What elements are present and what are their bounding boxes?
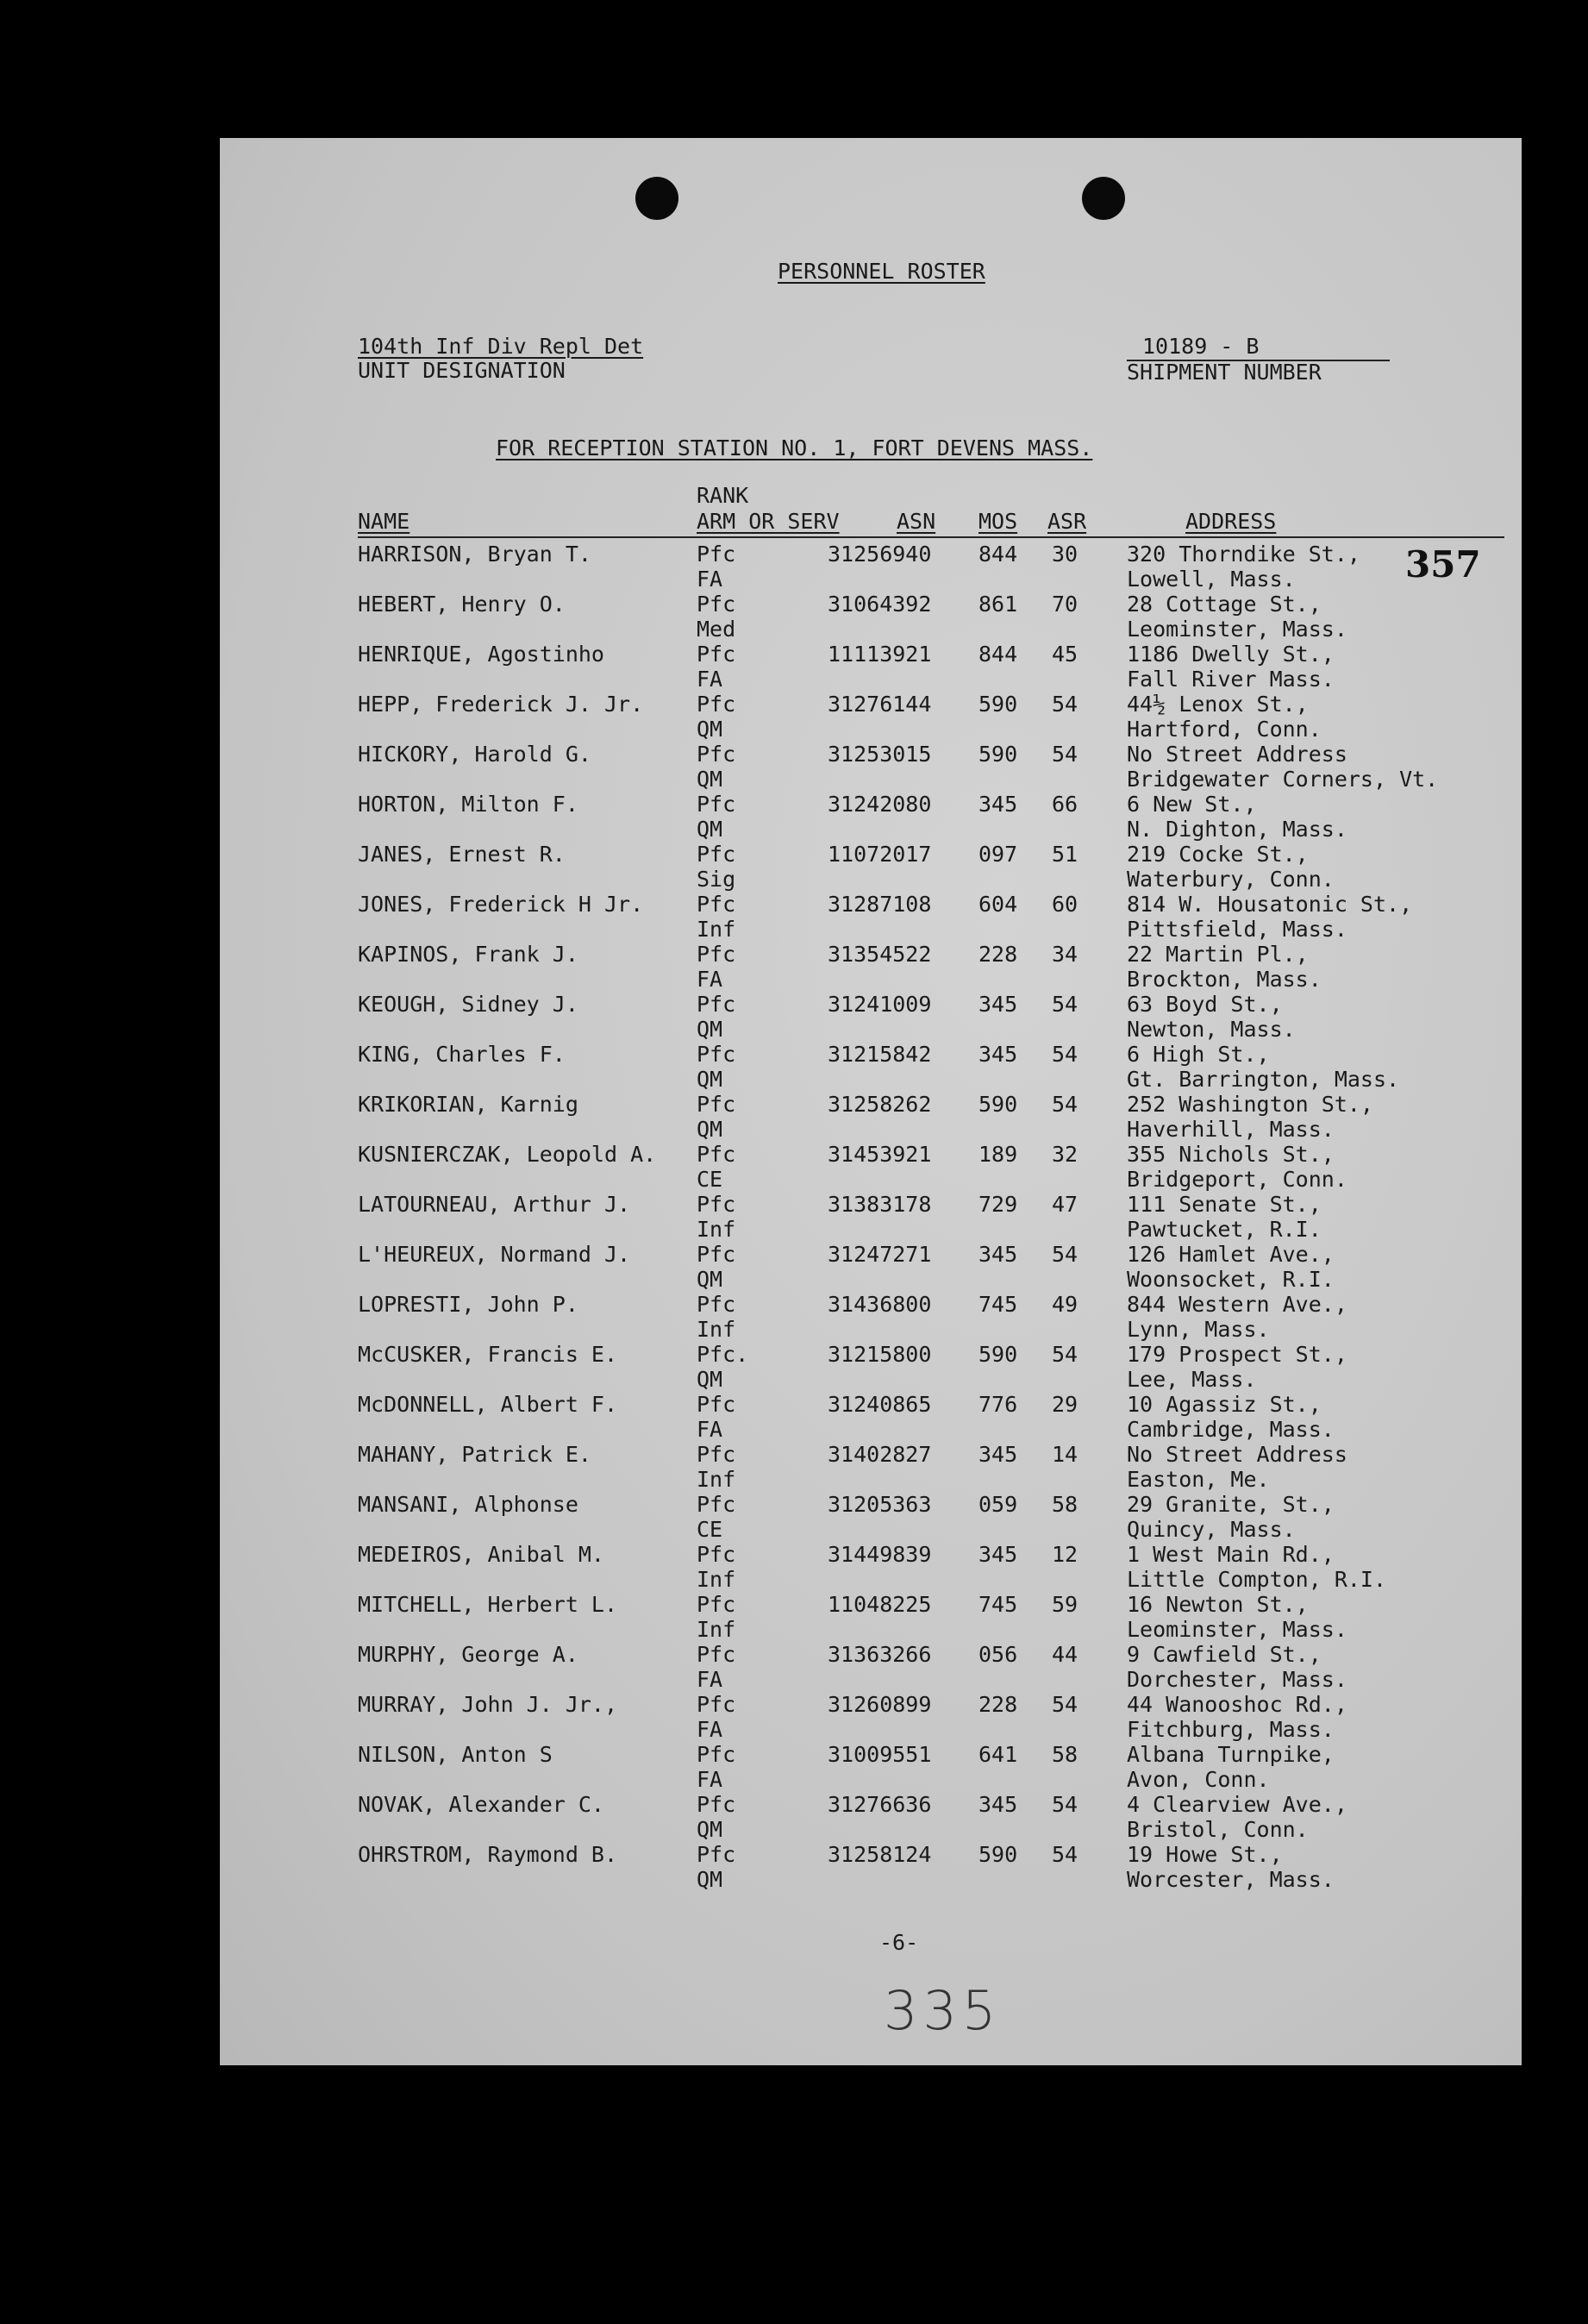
row-asn: 31009551 <box>828 1742 932 1767</box>
row-mos: 641 <box>978 1742 1018 1767</box>
row-mos: 590 <box>978 692 1018 717</box>
col-address: ADDRESS <box>1185 509 1277 534</box>
row-asn: 31242080 <box>828 792 932 817</box>
row-address-line-2: Lowell, Mass. <box>1127 567 1296 592</box>
reception-station-heading: FOR RECEPTION STATION NO. 1, FORT DEVENS MASS. <box>496 435 1093 460</box>
row-asr: 60 <box>1052 892 1078 917</box>
punch-hole-left <box>635 177 678 220</box>
row-mos: 776 <box>978 1392 1018 1417</box>
row-rank: Pfc <box>697 1842 736 1867</box>
row-arm-or-serv: Sig <box>697 867 736 892</box>
row-rank: Pfc <box>697 942 736 967</box>
row-asn: 31287108 <box>828 892 932 917</box>
row-address-line-2: Leominster, Mass. <box>1127 617 1347 642</box>
row-name: HARRISON, Bryan T. <box>358 542 591 567</box>
row-arm-or-serv: QM <box>697 1067 723 1092</box>
row-mos: 228 <box>978 1692 1018 1717</box>
row-asr: 12 <box>1052 1542 1078 1567</box>
row-address-line-2: Gt. Barrington, Mass. <box>1127 1067 1400 1092</box>
row-asr: 58 <box>1052 1742 1078 1767</box>
row-name: HORTON, Milton F. <box>358 792 578 817</box>
row-asn: 31240865 <box>828 1392 932 1417</box>
row-rank: Pfc <box>697 1592 736 1617</box>
row-asr: 54 <box>1052 1792 1078 1817</box>
row-name: KAPINOS, Frank J. <box>358 942 578 967</box>
row-asn: 31258124 <box>828 1842 932 1867</box>
row-asr: 54 <box>1052 992 1078 1017</box>
row-arm-or-serv: Inf <box>697 1317 736 1342</box>
row-name: HENRIQUE, Agostinho <box>358 642 604 667</box>
row-mos: 844 <box>978 542 1018 567</box>
row-mos: 729 <box>978 1192 1018 1217</box>
row-rank: Pfc <box>697 842 736 867</box>
row-asn: 31241009 <box>828 992 932 1017</box>
row-address-line-1: 10 Agassiz St., <box>1127 1392 1322 1417</box>
row-address-line-2: Lynn, Mass. <box>1127 1317 1270 1342</box>
row-asn: 31354522 <box>828 942 932 967</box>
row-address-line-1: 814 W. Housatonic St., <box>1127 892 1413 917</box>
row-asr: 54 <box>1052 1042 1078 1067</box>
row-asr: 54 <box>1052 692 1078 717</box>
row-name: KRIKORIAN, Karnig <box>358 1092 578 1117</box>
row-arm-or-serv: QM <box>697 1017 723 1042</box>
row-rank: Pfc <box>697 1792 736 1817</box>
row-rank: Pfc <box>697 1092 736 1117</box>
row-name: MURRAY, John J. Jr., <box>358 1692 618 1717</box>
col-arm-or-serv: ARM OR SERV <box>697 509 840 534</box>
col-name: NAME <box>358 509 410 534</box>
row-address-line-1: 29 Granite, St., <box>1127 1492 1335 1517</box>
row-address-line-1: 28 Cottage St., <box>1127 592 1322 617</box>
row-arm-or-serv: FA <box>697 1767 723 1792</box>
row-name: MURPHY, George A. <box>358 1642 578 1667</box>
roster-page <box>220 138 1522 2065</box>
row-arm-or-serv: FA <box>697 667 723 692</box>
row-address-line-2: Woonsocket, R.I. <box>1127 1267 1335 1292</box>
shipment-number-label: SHIPMENT NUMBER <box>1127 360 1322 385</box>
unit-designation-value: 104th Inf Div Repl Det <box>358 334 644 359</box>
row-address-line-2: Leominster, Mass. <box>1127 1617 1347 1642</box>
col-asr: ASR <box>1047 509 1087 534</box>
row-arm-or-serv: Inf <box>697 917 736 942</box>
row-asn: 31276144 <box>828 692 932 717</box>
row-arm-or-serv: QM <box>697 1117 723 1142</box>
row-mos: 189 <box>978 1142 1018 1167</box>
page-number: -6- <box>879 1930 919 1955</box>
row-address-line-1: 63 Boyd St., <box>1127 992 1283 1017</box>
row-rank: Pfc <box>697 1242 736 1267</box>
row-asn: 31258262 <box>828 1092 932 1117</box>
row-arm-or-serv: QM <box>697 1867 723 1892</box>
row-name: NILSON, Anton S <box>358 1742 553 1767</box>
row-address-line-1: 219 Cocke St., <box>1127 842 1309 867</box>
row-address-line-2: Quincy, Mass. <box>1127 1517 1296 1542</box>
row-arm-or-serv: CE <box>697 1167 723 1192</box>
row-rank: Pfc <box>697 1642 736 1667</box>
col-asn: ASN <box>897 509 936 534</box>
row-mos: 345 <box>978 792 1018 817</box>
row-address-line-1: 22 Martin Pl., <box>1127 942 1309 967</box>
row-mos: 861 <box>978 592 1018 617</box>
row-arm-or-serv: QM <box>697 1367 723 1392</box>
row-rank: Pfc <box>697 542 736 567</box>
row-address-line-2: Easton, Me. <box>1127 1467 1270 1492</box>
row-arm-or-serv: Med <box>697 617 736 642</box>
row-asn: 31215842 <box>828 1042 932 1067</box>
row-rank: Pfc <box>697 992 736 1017</box>
row-rank: Pfc <box>697 1492 736 1517</box>
row-address-line-1: 111 Senate St., <box>1127 1192 1322 1217</box>
row-address-line-2: Fitchburg, Mass. <box>1127 1717 1335 1742</box>
row-address-line-2: N. Dighton, Mass. <box>1127 817 1347 842</box>
row-asn: 31205363 <box>828 1492 932 1517</box>
row-asn: 31402827 <box>828 1442 932 1467</box>
row-address-line-1: 320 Thorndike St., <box>1127 542 1360 567</box>
row-rank: Pfc <box>697 1542 736 1567</box>
row-asr: 59 <box>1052 1592 1078 1617</box>
row-asr: 14 <box>1052 1442 1078 1467</box>
document-title: PERSONNEL ROSTER <box>778 259 985 284</box>
row-asr: 49 <box>1052 1292 1078 1317</box>
row-address-line-2: Pawtucket, R.I. <box>1127 1217 1322 1242</box>
row-mos: 590 <box>978 742 1018 767</box>
row-asn: 31247271 <box>828 1242 932 1267</box>
row-asr: 54 <box>1052 1242 1078 1267</box>
row-mos: 844 <box>978 642 1018 667</box>
row-rank: Pfc <box>697 692 736 717</box>
row-arm-or-serv: QM <box>697 817 723 842</box>
row-rank: Pfc <box>697 1142 736 1167</box>
row-name: HEPP, Frederick J. Jr. <box>358 692 644 717</box>
row-name: HEBERT, Henry O. <box>358 592 566 617</box>
row-mos: 590 <box>978 1092 1018 1117</box>
row-asn: 31363266 <box>828 1642 932 1667</box>
row-mos: 097 <box>978 842 1018 867</box>
row-asn: 31253015 <box>828 742 932 767</box>
row-rank: Pfc <box>697 1442 736 1467</box>
row-rank: Pfc <box>697 642 736 667</box>
row-mos: 345 <box>978 1442 1018 1467</box>
col-rank-top: RANK <box>697 483 749 508</box>
row-asr: 29 <box>1052 1392 1078 1417</box>
row-address-line-1: 355 Nichols St., <box>1127 1142 1335 1167</box>
row-asr: 30 <box>1052 542 1078 567</box>
row-name: MANSANI, Alphonse <box>358 1492 578 1517</box>
row-arm-or-serv: Inf <box>697 1617 736 1642</box>
row-mos: 345 <box>978 1542 1018 1567</box>
row-mos: 056 <box>978 1642 1018 1667</box>
row-address-line-2: Avon, Conn. <box>1127 1767 1270 1792</box>
row-asr: 58 <box>1052 1492 1078 1517</box>
row-name: MITCHELL, Herbert L. <box>358 1592 618 1617</box>
row-address-line-2: Bristol, Conn. <box>1127 1817 1309 1842</box>
row-asn: 31436800 <box>828 1292 932 1317</box>
row-address-line-1: 19 Howe St., <box>1127 1842 1283 1867</box>
row-rank: Pfc <box>697 1742 736 1767</box>
row-address-line-1: 844 Western Ave., <box>1127 1292 1347 1317</box>
row-asn: 31256940 <box>828 542 932 567</box>
row-address-line-1: 1 West Main Rd., <box>1127 1542 1335 1567</box>
row-address-line-2: Bridgeport, Conn. <box>1127 1167 1347 1192</box>
row-arm-or-serv: QM <box>697 717 723 742</box>
row-address-line-1: No Street Address <box>1127 1442 1347 1467</box>
row-address-line-1: 179 Prospect St., <box>1127 1342 1347 1367</box>
row-address-line-2: Bridgewater Corners, Vt. <box>1127 767 1439 792</box>
row-address-line-2: Cambridge, Mass. <box>1127 1417 1335 1442</box>
row-arm-or-serv: Inf <box>697 1217 736 1242</box>
row-asr: 45 <box>1052 642 1078 667</box>
row-asn: 31260899 <box>828 1692 932 1717</box>
row-asr: 51 <box>1052 842 1078 867</box>
row-mos: 745 <box>978 1592 1018 1617</box>
row-rank: Pfc. <box>697 1342 749 1367</box>
row-mos: 345 <box>978 1792 1018 1817</box>
row-asr: 47 <box>1052 1192 1078 1217</box>
row-asn: 31449839 <box>828 1542 932 1567</box>
row-asn: 11072017 <box>828 842 932 867</box>
row-arm-or-serv: FA <box>697 1717 723 1742</box>
row-name: HICKORY, Harold G. <box>358 742 591 767</box>
row-asn: 31453921 <box>828 1142 932 1167</box>
row-name: L'HEUREUX, Normand J. <box>358 1242 631 1267</box>
row-address-line-1: 9 Cawfield St., <box>1127 1642 1322 1667</box>
row-address-line-2: Pittsfield, Mass. <box>1127 917 1347 942</box>
row-name: KING, Charles F. <box>358 1042 566 1067</box>
unit-designation-label: UNIT DESIGNATION <box>358 358 566 383</box>
row-rank: Pfc <box>697 1192 736 1217</box>
row-rank: Pfc <box>697 592 736 617</box>
row-arm-or-serv: FA <box>697 1667 723 1692</box>
row-name: LATOURNEAU, Arthur J. <box>358 1192 631 1217</box>
row-address-line-2: Dorchester, Mass. <box>1127 1667 1347 1692</box>
row-asr: 54 <box>1052 1842 1078 1867</box>
row-address-line-1: 16 Newton St., <box>1127 1592 1309 1617</box>
row-asn: 31383178 <box>828 1192 932 1217</box>
header-rule <box>358 536 1504 538</box>
row-address-line-1: 1186 Dwelly St., <box>1127 642 1335 667</box>
row-asr: 54 <box>1052 1092 1078 1117</box>
row-arm-or-serv: FA <box>697 567 723 592</box>
row-mos: 059 <box>978 1492 1018 1517</box>
row-arm-or-serv: FA <box>697 1417 723 1442</box>
stamp-number: 357 <box>1405 543 1481 586</box>
row-asn: 11048225 <box>828 1592 932 1617</box>
row-address-line-1: 44 Wanooshoc Rd., <box>1127 1692 1347 1717</box>
row-mos: 228 <box>978 942 1018 967</box>
row-address-line-1: 126 Hamlet Ave., <box>1127 1242 1335 1267</box>
row-asn: 11113921 <box>828 642 932 667</box>
row-mos: 590 <box>978 1842 1018 1867</box>
row-rank: Pfc <box>697 1692 736 1717</box>
row-address-line-2: Brockton, Mass. <box>1127 967 1322 992</box>
row-asr: 54 <box>1052 1342 1078 1367</box>
row-arm-or-serv: QM <box>697 1817 723 1842</box>
row-asr: 32 <box>1052 1142 1078 1167</box>
row-mos: 345 <box>978 1042 1018 1067</box>
row-address-line-2: Waterbury, Conn. <box>1127 867 1335 892</box>
row-rank: Pfc <box>697 892 736 917</box>
row-asn: 31276636 <box>828 1792 932 1817</box>
row-asr: 34 <box>1052 942 1078 967</box>
row-address-line-1: Albana Turnpike, <box>1127 1742 1335 1767</box>
row-address-line-2: Lee, Mass. <box>1127 1367 1257 1392</box>
row-address-line-1: 44½ Lenox St., <box>1127 692 1309 717</box>
row-asn: 31215800 <box>828 1342 932 1367</box>
row-name: KUSNIERCZAK, Leopold A. <box>358 1142 657 1167</box>
handwritten-number: 335 <box>884 1979 1002 2042</box>
row-name: NOVAK, Alexander C. <box>358 1792 604 1817</box>
row-rank: Pfc <box>697 1292 736 1317</box>
row-name: LOPRESTI, John P. <box>358 1292 578 1317</box>
row-name: MAHANY, Patrick E. <box>358 1442 591 1467</box>
row-mos: 604 <box>978 892 1018 917</box>
row-asr: 54 <box>1052 1692 1078 1717</box>
row-name: McCUSKER, Francis E. <box>358 1342 618 1367</box>
row-address-line-2: Hartford, Conn. <box>1127 717 1322 742</box>
row-address-line-1: No Street Address <box>1127 742 1347 767</box>
row-name: MEDEIROS, Anibal M. <box>358 1542 604 1567</box>
row-arm-or-serv: FA <box>697 967 723 992</box>
row-address-line-1: 4 Clearview Ave., <box>1127 1792 1347 1817</box>
row-arm-or-serv: CE <box>697 1517 723 1542</box>
row-rank: Pfc <box>697 1042 736 1067</box>
row-arm-or-serv: Inf <box>697 1467 736 1492</box>
row-address-line-1: 6 New St., <box>1127 792 1257 817</box>
row-asn: 31064392 <box>828 592 932 617</box>
row-asr: 54 <box>1052 742 1078 767</box>
row-rank: Pfc <box>697 1392 736 1417</box>
row-rank: Pfc <box>697 792 736 817</box>
row-address-line-2: Fall River Mass. <box>1127 667 1335 692</box>
row-address-line-2: Newton, Mass. <box>1127 1017 1296 1042</box>
row-address-line-2: Little Compton, R.I. <box>1127 1567 1387 1592</box>
punch-hole-right <box>1082 177 1125 220</box>
row-mos: 345 <box>978 1242 1018 1267</box>
row-address-line-1: 6 High St., <box>1127 1042 1270 1067</box>
row-name: KEOUGH, Sidney J. <box>358 992 578 1017</box>
row-arm-or-serv: QM <box>697 767 723 792</box>
row-address-line-1: 252 Washington St., <box>1127 1092 1373 1117</box>
row-arm-or-serv: Inf <box>697 1567 736 1592</box>
row-name: McDONNELL, Albert F. <box>358 1392 618 1417</box>
row-mos: 745 <box>978 1292 1018 1317</box>
row-arm-or-serv: QM <box>697 1267 723 1292</box>
row-asr: 70 <box>1052 592 1078 617</box>
row-asr: 44 <box>1052 1642 1078 1667</box>
row-name: JANES, Ernest R. <box>358 842 566 867</box>
row-address-line-2: Haverhill, Mass. <box>1127 1117 1335 1142</box>
col-mos: MOS <box>978 509 1018 534</box>
row-address-line-2: Worcester, Mass. <box>1127 1867 1335 1892</box>
row-rank: Pfc <box>697 742 736 767</box>
row-name: JONES, Frederick H Jr. <box>358 892 644 917</box>
row-mos: 590 <box>978 1342 1018 1367</box>
row-mos: 345 <box>978 992 1018 1017</box>
row-asr: 66 <box>1052 792 1078 817</box>
shipment-number-value: 10189 - B <box>1142 334 1260 359</box>
row-name: OHRSTROM, Raymond B. <box>358 1842 618 1867</box>
